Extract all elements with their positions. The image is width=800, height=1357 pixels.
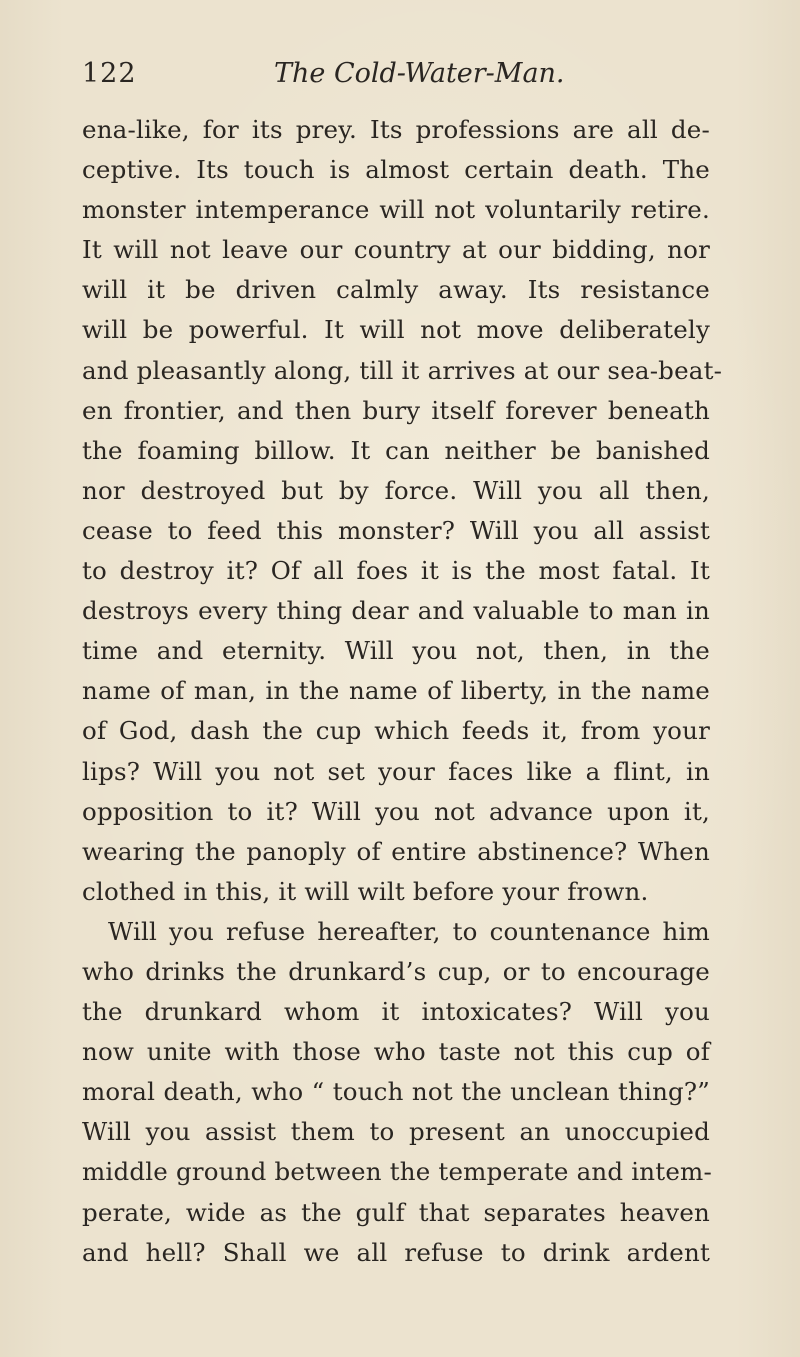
running-head [82, 58, 722, 98]
text-line: moral death, who “ touch not the unclean thing?” [82, 1077, 710, 1107]
text-line: now unite with those who taste not this cup of [82, 1037, 710, 1067]
text-line: cease to feed this monster? Will you all assist [82, 515, 710, 545]
text-line: ena-like, for its prey. Its professions are all de- [82, 115, 710, 144]
text-line: and pleasantly along, till it arrives at our sea-beat- [82, 355, 723, 385]
text-line: ceptive. Its touch is almost certain death. The [82, 155, 710, 185]
text-line: It will not leave our country at our bidding, nor [82, 235, 710, 265]
page-number: 122 [82, 58, 137, 89]
text-line: clothed in this, it will wilt before your frown. [82, 876, 649, 906]
text-line: Will you refuse hereafter, to countenance him [108, 916, 710, 946]
text-line: monster intemperance will not voluntarily retire. [82, 195, 710, 225]
text-line: middle ground between the temperate and intem- [82, 1157, 712, 1187]
text-line: name of man, in the name of liberty, in the name [82, 676, 710, 706]
text-line: lips? Will you not set your faces like a flint, in [82, 756, 710, 786]
text-line: opposition to it? Will you not advance upon it, [82, 796, 710, 826]
text-line: destroys every thing dear and valuable to man in [82, 596, 710, 626]
text-line: Will you assist them to present an unoccupied [82, 1117, 710, 1147]
text-line: to destroy it? Of all foes it is the most fatal. It [82, 556, 710, 586]
text-line: wearing the panoply of entire abstinence? When [82, 836, 710, 866]
text-line: perate, wide as the gulf that separates heaven [82, 1197, 710, 1227]
text-line: the drunkard whom it intoxicates? Will you [82, 997, 710, 1027]
text-line: of God, dash the cup which feeds it, from your [82, 716, 710, 746]
text-line: en frontier, and then bury itself forever beneath [82, 395, 710, 425]
running-title: The Cold-Water-Man. [274, 58, 565, 89]
text-line: time and eternity. Will you not, then, in the [82, 636, 710, 666]
text-line: and hell? Shall we all refuse to drink ardent [82, 1237, 710, 1267]
text-line: who drinks the drunkard’s cup, or to encourage [82, 956, 710, 986]
text-line: will be powerful. It will not move deliberately [82, 315, 710, 345]
text-line: will it be driven calmly away. Its resistance [82, 275, 710, 305]
text-line: nor destroyed but by force. Will you all then, [82, 475, 710, 505]
text-line: the foaming billow. It can neither be banished [82, 435, 710, 465]
body-text [82, 110, 723, 1273]
